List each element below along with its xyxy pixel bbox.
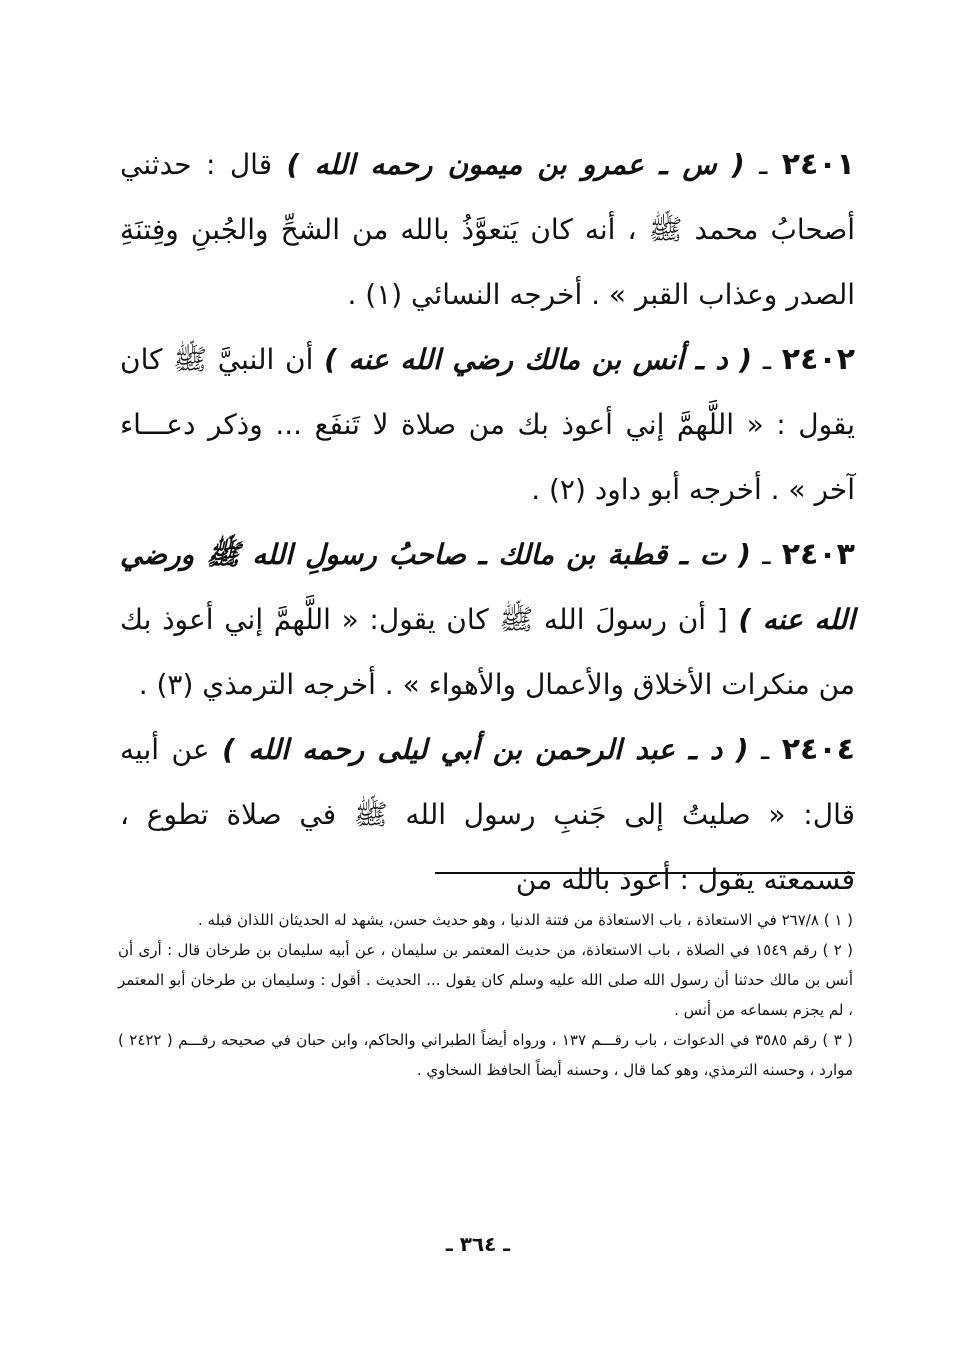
hadith-2404 (120, 717, 855, 912)
hadith-body: [ أن رسولَ الله ﷺ كان يقول: « اللَّهمَّ إني أعوذ بك من منكرات الأخلاق والأعمال والأهواء » . أخرجه الترمذي (٣) . (120, 603, 855, 701)
hadith-body: قال : حدثني أصحابُ محمد ﷺ ، أنه كان يَتعوَّذُ بالله من الشحِّ والجُبنِ وفِتنَةِ الصدر وعذاب القبر » . أخرجه النسائي (١) . (120, 148, 855, 311)
dash: ـ (748, 733, 770, 766)
footnote-divider (435, 872, 855, 874)
dash: ـ (752, 343, 772, 376)
dash: ـ (744, 148, 768, 181)
hadith-source: ( س ـ عمرو بن ميمون رحمه الله ) (286, 148, 745, 181)
hadith-number: ٢٤٠٣ (781, 537, 855, 572)
footnote-text: رقم ١٥٤٩ في الصلاة ، باب الاستعاذة، من حديث المعتمر بن سليمان ، عن أبيه سليمان بن طرخان قال : أرى أن أنس بن مالك حدثنا أن رسول الله صلى الله عليه وسلم كان يقول ... الحديث . أقول : وسليمان بن طرخان أبو المعتمر ، لم يجزم بسماعه من أنس . (118, 941, 853, 1019)
hadith-source: ( د ـ عبد الرحمن بن أبي ليلى رحمه الله ) (222, 733, 749, 766)
page-number: ـ ٣٦٤ ـ (445, 1232, 511, 1256)
hadith-body: عن أبيه قال: « صليتُ إلى جَنبِ رسول الله ﷺ في صلاة تطوع ، فسمعته يقول : أعوذ بالله من (120, 733, 855, 896)
footnote-text: ٢٦٧/٨ في الاستعاذة ، باب الاستعاذة من فتنة الدنيا ، وهو حديث حسن، يشهد له الحديثان اللذان قبله . (198, 911, 819, 929)
footnote-ref: ( ٣ ) (822, 1031, 854, 1049)
footnote-text: رقم ٣٥٨٥ في الدعوات ، باب رقـــم ١٣٧ ، ورواه أيضاً الطبراني والحاكم، وابن حبان في صحيحه رقـــم ( ٢٤٢٢ ) موارد ، وحسنه الترمذي، وهو كما قال ، وحسنه أيضاً الحافظ السخاوي . (118, 1031, 853, 1079)
hadith-source: ( د ـ أنس بن مالك رضي الله عنه ) (324, 343, 753, 376)
footnote-1 (118, 905, 853, 935)
hadith-number: ٢٤٠٤ (781, 732, 855, 767)
footnote-ref: ( ٢ ) (822, 941, 853, 959)
hadith-body: أن النبيَّ ﷺ كان يقول : « اللَّهمَّ إني أعوذ بك من صلاة لا تَنفَع ... وذكر دعـــاء آخر » . أخرجه أبو داود (٢) . (120, 343, 855, 506)
footnote-2 (118, 935, 853, 1025)
hadith-2402 (120, 327, 855, 522)
hadith-number: ٢٤٠١ (781, 147, 855, 182)
footnotes (118, 905, 853, 1085)
main-text (120, 132, 855, 912)
hadith-number: ٢٤٠٢ (781, 342, 856, 377)
hadith-2401 (120, 132, 855, 327)
footnote-ref: ( ١ ) (823, 911, 853, 929)
hadith-source: ( ت ـ قطبة بن مالك ـ صاحبُ رسولِ الله ﷺ ورضي الله عنه ) (120, 538, 855, 636)
dash: ـ (750, 538, 771, 571)
hadith-2403 (120, 522, 855, 717)
footnote-3 (118, 1025, 853, 1085)
